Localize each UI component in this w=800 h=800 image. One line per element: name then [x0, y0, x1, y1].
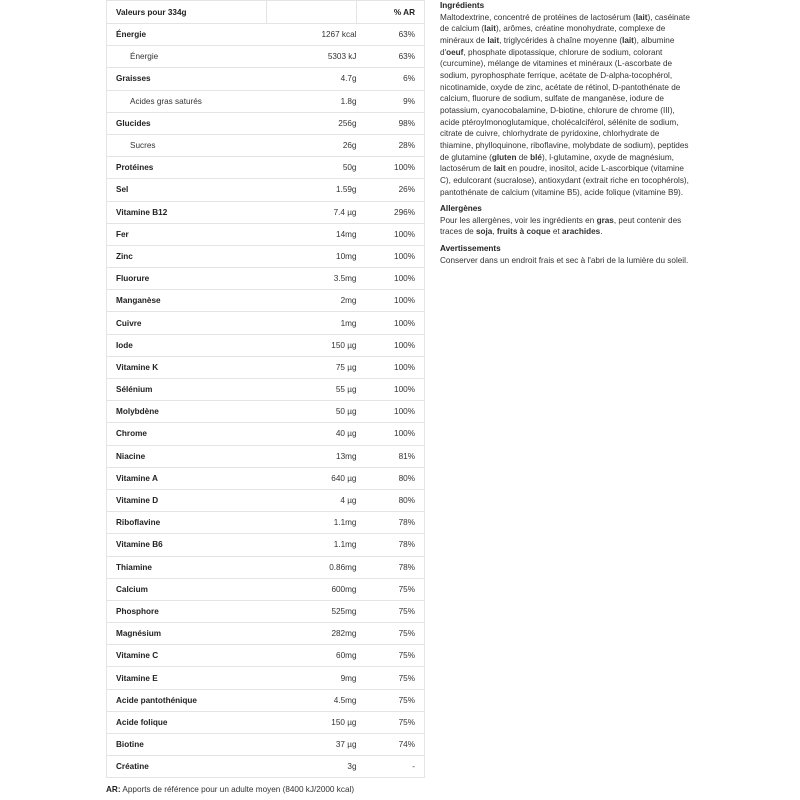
nutrient-value: 282mg: [267, 623, 357, 645]
text-segment: ), arômes, créatine monohydrate, complexe de minéraux de: [440, 24, 666, 45]
nutrient-row: [107, 356, 425, 378]
nutrient-percent: 80%: [357, 489, 425, 511]
nutrient-value: 7.4 µg: [267, 201, 357, 223]
text-segment: ), caséinate de calcium (: [440, 12, 690, 34]
nutrient-name: Molybdène: [107, 401, 267, 423]
nutrient-name: Sucres: [107, 134, 267, 156]
nutrient-value: 3.5mg: [267, 268, 357, 290]
nutrient-percent: 100%: [357, 379, 425, 401]
nutrient-row: [107, 734, 425, 756]
nutrient-name: Riboflavine: [107, 512, 267, 534]
nutrient-name: Énergie: [107, 24, 267, 46]
nutrient-percent: 78%: [357, 556, 425, 578]
nutrient-percent: 100%: [357, 356, 425, 378]
nutrient-row: [107, 46, 425, 68]
warnings-text: Conserver dans un endroit frais et sec à l'abri de la lumière du soleil.: [440, 255, 689, 265]
nutrient-percent: 78%: [357, 512, 425, 534]
nutrient-percent: 100%: [357, 245, 425, 267]
nutrient-value: 13mg: [267, 445, 357, 467]
product-info-panel: [440, 0, 692, 271]
nutrient-value: 2mg: [267, 290, 357, 312]
nutrient-row: [107, 689, 425, 711]
header-percent: % AR: [357, 1, 425, 24]
nutrient-value: 0.86mg: [267, 556, 357, 578]
nutrient-name: Vitamine K: [107, 356, 267, 378]
nutrition-table-body: [107, 24, 425, 778]
nutrient-row: [107, 312, 425, 334]
ingredients-section: [440, 0, 692, 198]
nutrient-value: 1267 kcal: [267, 24, 357, 46]
nutrient-value: 600mg: [267, 578, 357, 600]
nutrition-table-header: [107, 1, 425, 24]
nutrient-row: [107, 578, 425, 600]
nutrient-value: 5303 kJ: [267, 46, 357, 68]
nutrient-percent: 75%: [357, 711, 425, 733]
warnings-title: Avertissements: [440, 244, 501, 254]
nutrient-name: Acide folique: [107, 711, 267, 733]
text-segment: ), l-glutamine, oxyde de magnésium, lactosérum de: [440, 152, 674, 174]
nutrient-percent: 6%: [357, 68, 425, 90]
nutrient-row: [107, 268, 425, 290]
nutrient-row: [107, 179, 425, 201]
nutrient-percent: 28%: [357, 134, 425, 156]
nutrient-name: Vitamine B12: [107, 201, 267, 223]
text-segment: de: [516, 152, 531, 162]
nutrient-percent: 26%: [357, 179, 425, 201]
nutrient-percent: 100%: [357, 268, 425, 290]
nutrient-value: 50 µg: [267, 401, 357, 423]
nutrient-name: Phosphore: [107, 600, 267, 622]
nutrient-value: 4.7g: [267, 68, 357, 90]
nutrient-value: 40 µg: [267, 423, 357, 445]
allergen-highlight: blé: [530, 152, 542, 162]
nutrient-percent: 100%: [357, 312, 425, 334]
nutrient-value: 75 µg: [267, 356, 357, 378]
text-segment: et: [550, 227, 562, 237]
text-segment: , phosphate dipotassique, chlorure de sodium, colorant (curcumine), mélange de vitamines et minéraux (L-ascorbate de sodium, pyrophosphate ferrique, acétate de D-alpha-tocophérol, nicotinamide, oxyde de zinc, acétate de rétinol, D-pantothénate de calcium, fluorure de sodium, sulfate de manganèse, iodure de potassium, cyanocobalamine, D-biotine, chlorure de chrome (III), acide ptéroylmonoglutamique, cholécalciférol, sélénite de sodium, citrate de cuivre, chlorhydrate de pyridoxine, chlorhydrate de thiamine, phylloquinone, riboflavine, molybdate de sodium), peptides de glutamine (: [440, 47, 689, 162]
allergen-highlight: lait: [493, 164, 506, 174]
nutrient-value: 4 µg: [267, 489, 357, 511]
nutrient-value: 14mg: [267, 223, 357, 245]
nutrient-name: Niacine: [107, 445, 267, 467]
allergen-highlight: lait: [484, 24, 496, 34]
nutrient-percent: 63%: [357, 46, 425, 68]
nutrient-value: 1mg: [267, 312, 357, 334]
ingredients-text: [440, 12, 692, 199]
nutrient-row: [107, 423, 425, 445]
nutrient-row: [107, 711, 425, 733]
nutrient-percent: 98%: [357, 112, 425, 134]
nutrient-row: [107, 201, 425, 223]
text-segment: .: [600, 227, 603, 237]
nutrient-row: [107, 756, 425, 778]
nutrient-percent: 100%: [357, 157, 425, 179]
nutrient-percent: 81%: [357, 445, 425, 467]
nutrient-name: Protéines: [107, 157, 267, 179]
nutrient-value: 9mg: [267, 667, 357, 689]
nutrient-name: Vitamine A: [107, 467, 267, 489]
allergen-highlight: fruits à coque: [496, 227, 551, 237]
nutrient-row: [107, 534, 425, 556]
nutrient-value: 26g: [267, 134, 357, 156]
nutrient-percent: 296%: [357, 201, 425, 223]
nutrient-name: Iode: [107, 334, 267, 356]
nutrient-percent: 80%: [357, 467, 425, 489]
nutrient-row: [107, 667, 425, 689]
nutrient-percent: 75%: [357, 645, 425, 667]
nutrient-value: 640 µg: [267, 467, 357, 489]
nutrient-name: Manganèse: [107, 290, 267, 312]
ingredients-title: Ingrédients: [440, 1, 485, 10]
nutrient-name: Énergie: [107, 46, 267, 68]
nutrient-percent: -: [357, 756, 425, 778]
nutrient-name: Vitamine E: [107, 667, 267, 689]
nutrient-row: [107, 68, 425, 90]
header-name: Valeurs pour 334g: [107, 1, 267, 24]
nutrient-row: [107, 556, 425, 578]
nutrient-name: Créatine: [107, 756, 267, 778]
footnote-text: Apports de référence pour un adulte moyen (8400 kJ/2000 kcal): [120, 785, 355, 794]
nutrient-name: Calcium: [107, 578, 267, 600]
allergen-highlight: arachides: [561, 227, 601, 237]
nutrient-row: [107, 334, 425, 356]
nutrient-row: [107, 645, 425, 667]
text-segment: ), albumine d': [440, 35, 675, 57]
allergen-highlight: oeuf: [446, 47, 464, 57]
nutrient-name: Vitamine C: [107, 645, 267, 667]
nutrient-row: [107, 467, 425, 489]
nutrient-percent: 74%: [357, 734, 425, 756]
nutrient-percent: 9%: [357, 90, 425, 112]
footnote: [106, 785, 354, 794]
nutrient-value: 1.8g: [267, 90, 357, 112]
footnote-label: AR:: [106, 785, 121, 794]
nutrient-row: [107, 134, 425, 156]
nutrient-name: Acides gras saturés: [107, 90, 267, 112]
allergens-section: [440, 203, 692, 238]
text-segment: ,: [492, 227, 497, 237]
nutrient-value: 4.5mg: [267, 689, 357, 711]
nutrient-percent: 100%: [357, 290, 425, 312]
nutrient-name: Cuivre: [107, 312, 267, 334]
text-segment: Maltodextrine, concentré de protéines de lactosérum (: [440, 12, 636, 22]
nutrient-value: 150 µg: [267, 334, 357, 356]
nutrient-value: 1.1mg: [267, 512, 357, 534]
nutrient-name: Chrome: [107, 423, 267, 445]
nutrient-row: [107, 512, 425, 534]
nutrient-value: 3g: [267, 756, 357, 778]
nutrient-name: Glucides: [107, 112, 267, 134]
nutrient-percent: 100%: [357, 423, 425, 445]
nutrient-row: [107, 600, 425, 622]
nutrient-name: Vitamine D: [107, 489, 267, 511]
nutrient-name: Fluorure: [107, 268, 267, 290]
nutrient-value: 525mg: [267, 600, 357, 622]
nutrient-row: [107, 245, 425, 267]
nutrient-row: [107, 379, 425, 401]
allergen-highlight: lait: [487, 35, 500, 45]
nutrient-name: Fer: [107, 223, 267, 245]
nutrition-table: [106, 0, 425, 778]
nutrient-percent: 100%: [357, 401, 425, 423]
nutrient-name: Acide pantothénique: [107, 689, 267, 711]
nutrient-value: 50g: [267, 157, 357, 179]
nutrient-value: 55 µg: [267, 379, 357, 401]
nutrient-value: 256g: [267, 112, 357, 134]
nutrient-value: 37 µg: [267, 734, 357, 756]
nutrient-name: Sel: [107, 179, 267, 201]
text-segment: Pour les allergènes, voir les ingrédients en: [440, 215, 597, 225]
nutrient-percent: 75%: [357, 578, 425, 600]
nutrient-row: [107, 24, 425, 46]
nutrient-percent: 75%: [357, 623, 425, 645]
allergen-highlight: lait: [622, 35, 634, 45]
allergens-title: Allergènes: [440, 204, 482, 214]
nutrient-value: 1.1mg: [267, 534, 357, 556]
nutrient-name: Magnésium: [107, 623, 267, 645]
nutrient-percent: 75%: [357, 600, 425, 622]
allergen-highlight: lait: [635, 12, 648, 22]
nutrient-percent: 100%: [357, 334, 425, 356]
nutrient-name: Sélénium: [107, 379, 267, 401]
nutrient-value: 10mg: [267, 245, 357, 267]
nutrient-percent: 78%: [357, 534, 425, 556]
nutrient-row: [107, 445, 425, 467]
nutrient-percent: 75%: [357, 689, 425, 711]
nutrient-value: 1.59g: [267, 179, 357, 201]
header-value: [267, 1, 357, 24]
text-segment: , peut contenir des traces de: [440, 215, 682, 237]
warnings-section: [440, 243, 692, 266]
nutrient-value: 150 µg: [267, 711, 357, 733]
allergens-text: [440, 215, 692, 238]
nutrient-row: [107, 401, 425, 423]
allergen-highlight: gras: [596, 215, 614, 225]
nutrient-name: Zinc: [107, 245, 267, 267]
nutrient-row: [107, 112, 425, 134]
nutrient-name: Thiamine: [107, 556, 267, 578]
nutrient-name: Graisses: [107, 68, 267, 90]
nutrient-percent: 63%: [357, 24, 425, 46]
allergen-highlight: gluten: [491, 152, 517, 162]
nutrient-row: [107, 90, 425, 112]
nutrient-name: Vitamine B6: [107, 534, 267, 556]
text-segment: , triglycérides à chaîne moyenne (: [499, 35, 623, 45]
nutrient-row: [107, 489, 425, 511]
nutrient-row: [107, 623, 425, 645]
allergen-highlight: soja: [475, 227, 493, 237]
text-segment: en poudre, inositol, acide L-ascorbique (vitamine C), edulcorant (sucralose), antioxydant (extrait riche en tocophérols), pantothénate de calcium (vitamine B5), acide folique (vitamine B9).: [440, 164, 689, 197]
nutrient-row: [107, 290, 425, 312]
nutrient-percent: 100%: [357, 223, 425, 245]
nutrient-row: [107, 223, 425, 245]
nutrient-name: Biotine: [107, 734, 267, 756]
nutrient-percent: 75%: [357, 667, 425, 689]
nutrient-value: 60mg: [267, 645, 357, 667]
nutrient-row: [107, 157, 425, 179]
